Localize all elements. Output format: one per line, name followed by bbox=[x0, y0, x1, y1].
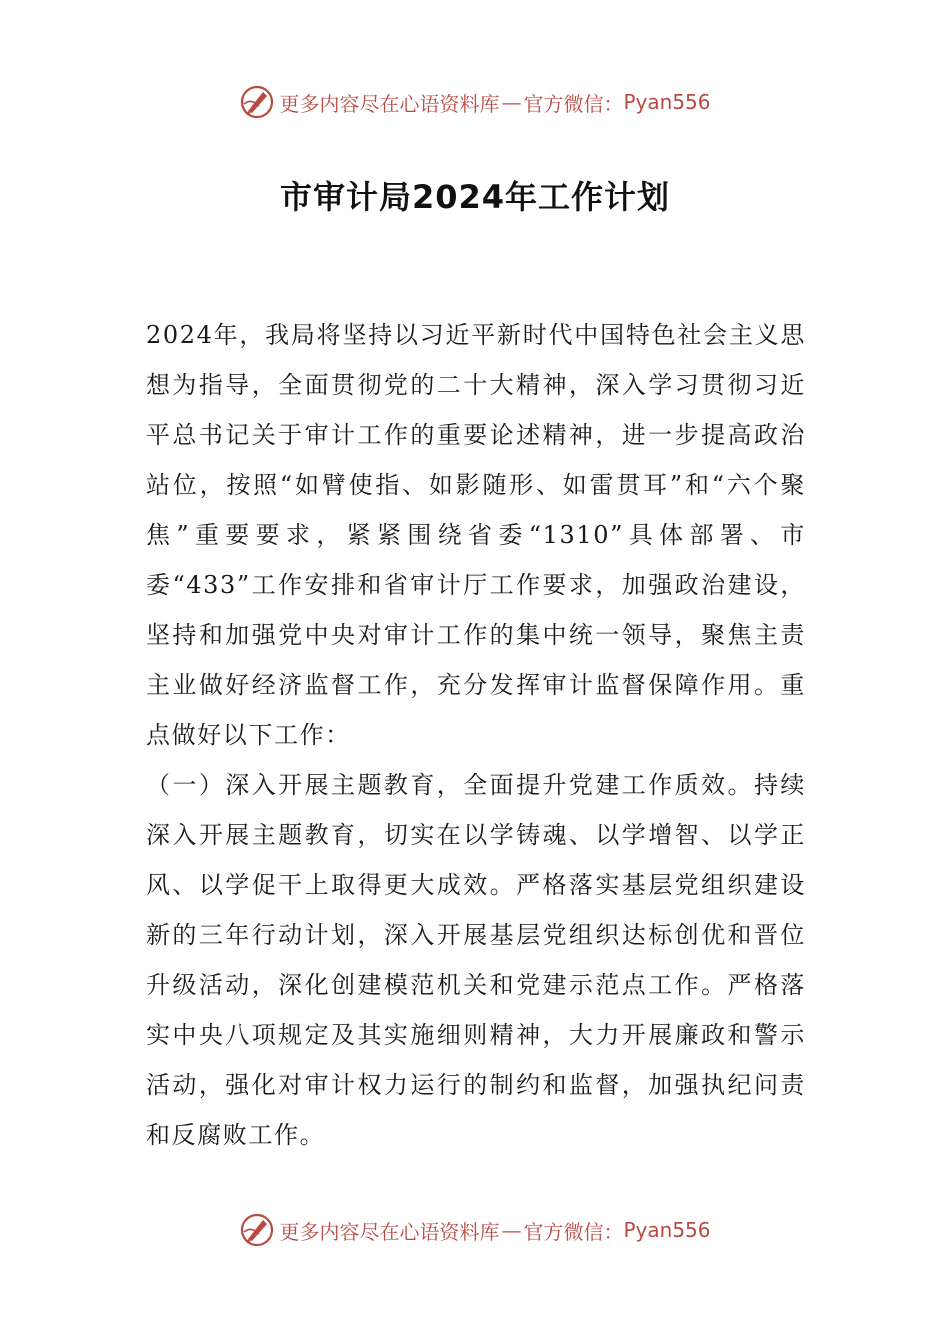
pen-logo-icon bbox=[239, 1212, 275, 1248]
watermark-official: 官方微信： bbox=[523, 1219, 624, 1244]
footer-watermark bbox=[0, 1210, 950, 1250]
paragraph-section-1: （一）深入开展主题教育，全面提升党建工作质效。持续深入开展主题教育，切实在以学铸魂、以学增智、以学正风、以学促干上取得更大成效。严格落实基层党组织建设新的三年行动计划，深入开展基层党组织达标创优和晋位升级活动，深化创建模范机关和党建示范点工作。严格落实中央八项规定及其实施细则精神，大力开展廉政和警示活动，强化对审计权力运行的制约和监督，加强执纪问责和反腐败工作。 bbox=[146, 771, 806, 1149]
watermark-wechat-id: Pyan556 bbox=[623, 1218, 711, 1242]
watermark-wechat-id: Pyan556 bbox=[623, 90, 711, 114]
watermark-text: 更多内容尽在心语资料库 bbox=[279, 91, 500, 116]
page-title: 市审计局2024年工作计划 bbox=[279, 178, 671, 216]
watermark-text: 更多内容尽在心语资料库 bbox=[279, 1219, 500, 1244]
paragraph-intro: 2024年，我局将坚持以习近平新时代中国特色社会主义思想为指导，全面贯彻党的二十大精神，深入学习贯彻习近平总书记关于审计工作的重要论述精神，进一步提高政治站位，按照“如臂使指、如影随形、如雷贯耳”和“六个聚焦”重要要求，紧紧围绕省委“1310”具体部署、市委“433”工作安排和省审计厅工作要求，加强政治建设，坚持和加强党中央对审计工作的集中统一领导，聚焦主责主业做好经济监督工作，充分发挥审计监督保障作用。重点做好以下工作： bbox=[146, 321, 806, 749]
watermark-official: 官方微信： bbox=[523, 91, 624, 116]
watermark-separator: — bbox=[501, 90, 522, 114]
document-body bbox=[146, 310, 806, 1160]
pen-logo-icon bbox=[239, 84, 275, 120]
header-watermark bbox=[0, 82, 950, 122]
watermark-separator: — bbox=[501, 1218, 522, 1242]
